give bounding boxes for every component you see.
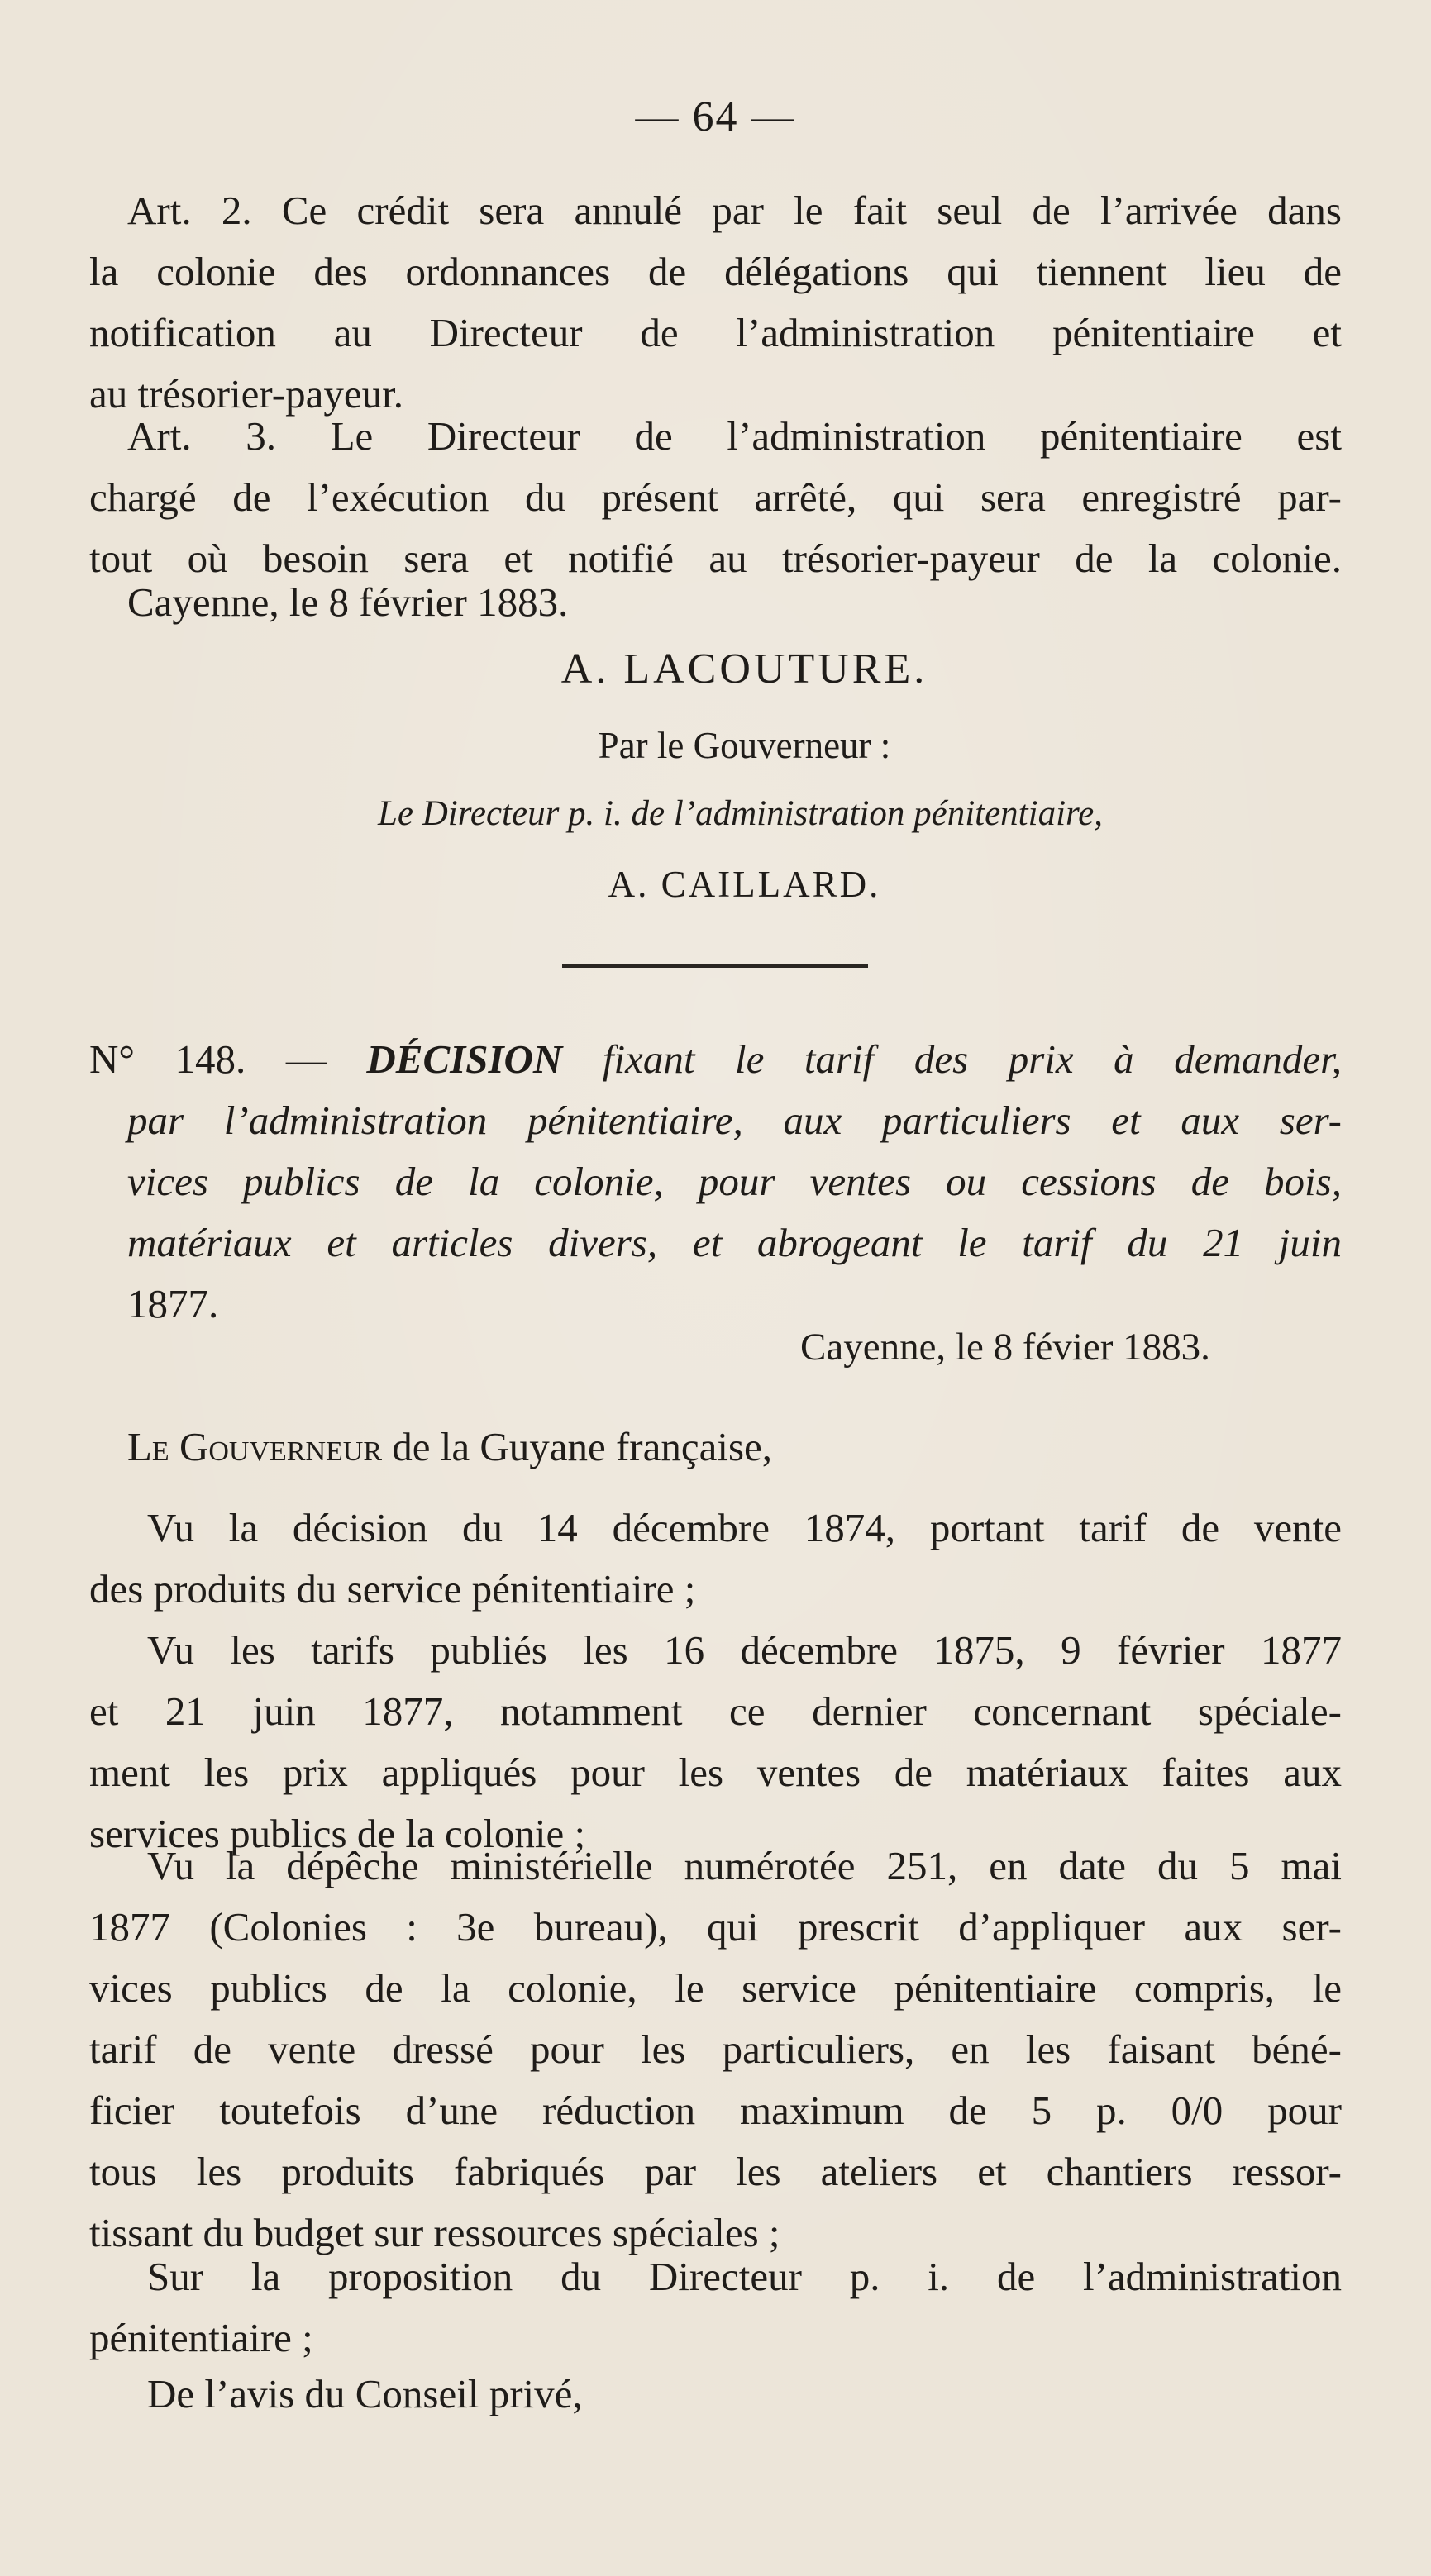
decision-title-rest: fixant le tarif des prix à demander, <box>602 1036 1342 1082</box>
article-3-line: tout où besoin sera et notifié au trésorier-payeur de la colonie. <box>89 536 1342 581</box>
article-3-line: chargé de l’exécution du présent arrêté, qui sera enregistré par- <box>89 474 1342 520</box>
article-2-line: la colonie des ordonnances de délégations qui tiennent lieu de <box>89 249 1342 294</box>
vu-2-line: et 21 juin 1877, notamment ce dernier concernant spéciale- <box>89 1688 1342 1734</box>
governor-line-block <box>89 1417 1342 1478</box>
vu-1-line: des produits du service pénitentiaire ; <box>89 1566 696 1612</box>
vu-2-line: ment les prix appliqués pour les ventes de matériaux faites aux <box>89 1750 1342 1795</box>
vu-3-line: tissant du budget sur ressources spéciales ; <box>89 2210 780 2255</box>
section-divider <box>562 964 868 968</box>
vu-3-line: 1877 (Colonies : 3e bureau), qui prescrit d’appliquer aux ser- <box>89 1904 1342 1950</box>
governor-line <box>89 1417 1342 1478</box>
vu-3-line: ficier toutefois d’une réduction maximum de 5 p. 0/0 pour <box>89 2088 1342 2133</box>
signature-par-le-gouverneur: Par le Gouverneur : <box>598 725 891 766</box>
vu-2-line: Vu les tarifs publiés les 16 décembre 1875, 9 février 1877 <box>147 1627 1342 1673</box>
place-date-block <box>89 572 1342 633</box>
article-3 <box>89 406 1342 589</box>
governor-caps: Le Gouverneur <box>127 1424 382 1469</box>
decision-number: N° 148. <box>89 1036 246 1082</box>
governor-rest: de la Guyane française, <box>392 1424 773 1469</box>
vu-2-line: services publics de la colonie ; <box>89 1811 586 1856</box>
sur-line: Sur la proposition du Directeur p. i. de l’administration <box>147 2254 1342 2299</box>
vu-1-line: Vu la décision du 14 décembre 1874, portant tarif de vente <box>147 1505 1342 1550</box>
decision-date: Cayenne, le 8 févier 1883. <box>800 1326 1210 1369</box>
decision-title-word: DÉCISION <box>366 1036 563 1082</box>
article-2-line: Art. 2. Ce crédit sera annulé par le fait seul de l’arrivée dans <box>127 188 1342 233</box>
signature-directeur: Le Directeur p. i. de l’administration pénitentiaire, <box>377 794 1103 833</box>
vu-3-line: Vu la dépêche ministérielle numérotée 251, en date du 5 mai <box>147 1843 1342 1888</box>
vu-1 <box>89 1498 1342 1620</box>
vu-3 <box>89 1836 1342 2264</box>
decision-heading <box>89 1029 1342 1335</box>
vu-3-line: tarif de vente dressé pour les particuliers, en les faisant béné- <box>89 2026 1342 2072</box>
avis-line: De l’avis du Conseil privé, <box>147 2371 583 2416</box>
signature-name: A. LACOUTURE. <box>560 645 928 693</box>
article-2-line: notification au Directeur de l’administration pénitentiaire et <box>89 310 1342 355</box>
sur-proposition <box>89 2246 1342 2369</box>
avis-block <box>89 2364 1342 2425</box>
sur-line: pénitentiaire ; <box>89 2315 313 2360</box>
vu-3-line: vices publics de la colonie, le service pénitentiaire compris, le <box>89 1965 1342 2011</box>
article-3-line: Art. 3. Le Directeur de l’administration pénitentiaire est <box>127 413 1342 459</box>
place-date: Cayenne, le 8 février 1883. <box>127 579 569 625</box>
decision-heading-line <box>89 1029 1342 1090</box>
decision-heading-line: par l’administration pénitentiaire, aux particuliers et aux ser- <box>127 1098 1342 1143</box>
decision-year: 1877. <box>127 1281 219 1326</box>
article-2-line: au trésorier-payeur. <box>89 371 403 417</box>
signature-caillard: A. CAILLARD. <box>608 864 881 905</box>
vu-2 <box>89 1620 1342 1864</box>
vu-3-line: tous les produits fabriqués par les ateliers et chantiers ressor- <box>89 2149 1342 2194</box>
decision-dash: — <box>285 1036 327 1082</box>
decision-heading-line: matériaux et articles divers, et abrogeant le tarif du 21 juin <box>127 1220 1342 1265</box>
article-2 <box>89 180 1342 425</box>
page-number: — 64 — <box>635 93 796 140</box>
decision-heading-line: vices publics de la colonie, pour ventes ou cessions de bois, <box>127 1159 1342 1204</box>
